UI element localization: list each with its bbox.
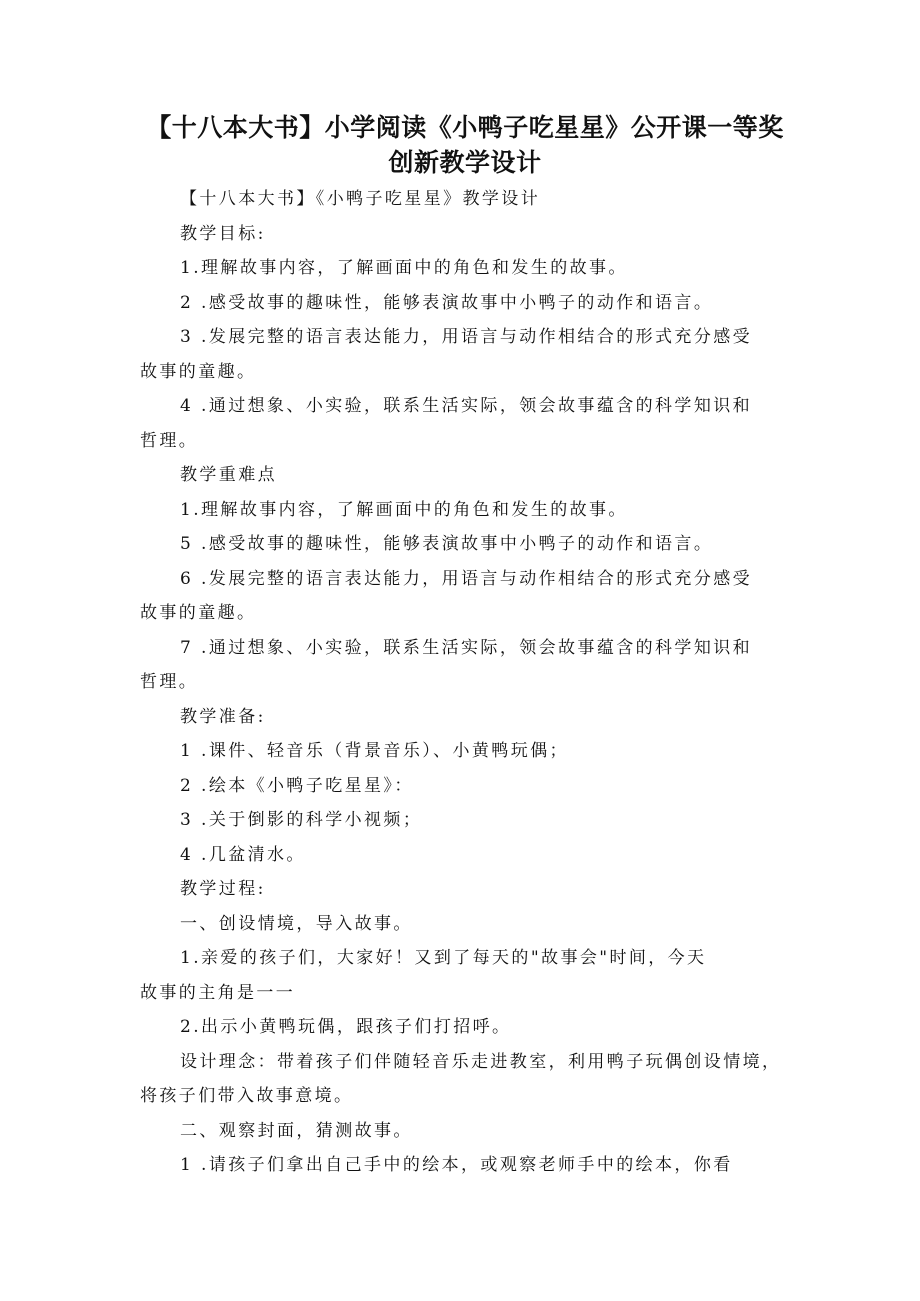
paragraph: 7 .通过想象、小实验，联系生活实际，领会故事蕴含的科学知识和	[180, 637, 753, 658]
title-line-2: 创新教学设计	[388, 148, 542, 177]
paragraph: 1.亲爱的孩子们，大家好！又到了每天的"故事会"时间，今天	[180, 948, 707, 968]
paragraph: 4 .几盆清水。	[180, 844, 306, 865]
paragraph: 故事的童趣。	[140, 361, 257, 382]
paragraph: 教学过程:	[180, 879, 266, 899]
paragraph: 3 .发展完整的语言表达能力，用语言与动作相结合的形式充分感受	[180, 327, 753, 347]
paragraph: 【十八本大书】《小鸭子吃星星》教学设计	[180, 189, 541, 209]
paragraph: 2 .绘本《小鸭子吃星星》：	[180, 775, 414, 796]
paragraph: 教学准备:	[180, 706, 266, 727]
paragraph: 1.理解故事内容，了解画面中的角色和发生的故事。	[180, 258, 628, 278]
paragraph: 哲理。	[140, 672, 199, 692]
paragraph: 6 .发展完整的语言表达能力，用语言与动作相结合的形式充分感受	[180, 568, 753, 589]
paragraph: 故事的童趣。	[140, 603, 257, 623]
document-title	[130, 110, 800, 180]
paragraph: 故事的主角是一一	[140, 982, 296, 1003]
paragraph: 将孩子们带入故事意境。	[140, 1086, 354, 1106]
document-body	[140, 182, 800, 1183]
paragraph: 教学目标:	[180, 223, 266, 244]
paragraph: 5 .感受故事的趣味性，能够表演故事中小鸭子的动作和语言。	[180, 534, 714, 554]
title-line-1: 【十八本大书】小学阅读《小鸭子吃星星》公开课一等奖	[146, 113, 784, 142]
paragraph: 3 .关于倒影的科学小视频；	[180, 810, 423, 830]
paragraph: 1 .课件、轻音乐（背景音乐）、小黄鸭玩偶；	[180, 741, 569, 761]
paragraph: 4 .通过想象、小实验，联系生活实际，领会故事蕴含的科学知识和	[180, 396, 753, 416]
paragraph: 2.出示小黄鸭玩偶，跟孩子们打招呼。	[180, 1017, 512, 1037]
paragraph: 教学重难点	[180, 465, 277, 485]
paragraph: 一、创设情境，导入故事。	[180, 913, 413, 934]
paragraph: 哲理。	[140, 430, 199, 451]
paragraph: 1 .请孩子们拿出自己手中的绘本，或观察老师手中的绘本，你看	[180, 1155, 733, 1175]
paragraph: 1.理解故事内容，了解画面中的角色和发生的故事。	[180, 499, 628, 520]
paragraph: 2 .感受故事的趣味性，能够表演故事中小鸭子的动作和语言。	[180, 292, 714, 313]
paragraph: 设计理念：带着孩子们伴随轻音乐走进教室，利用鸭子玩偶创设情境，	[180, 1051, 782, 1072]
paragraph: 二、观察封面，猜测故事。	[180, 1120, 413, 1141]
